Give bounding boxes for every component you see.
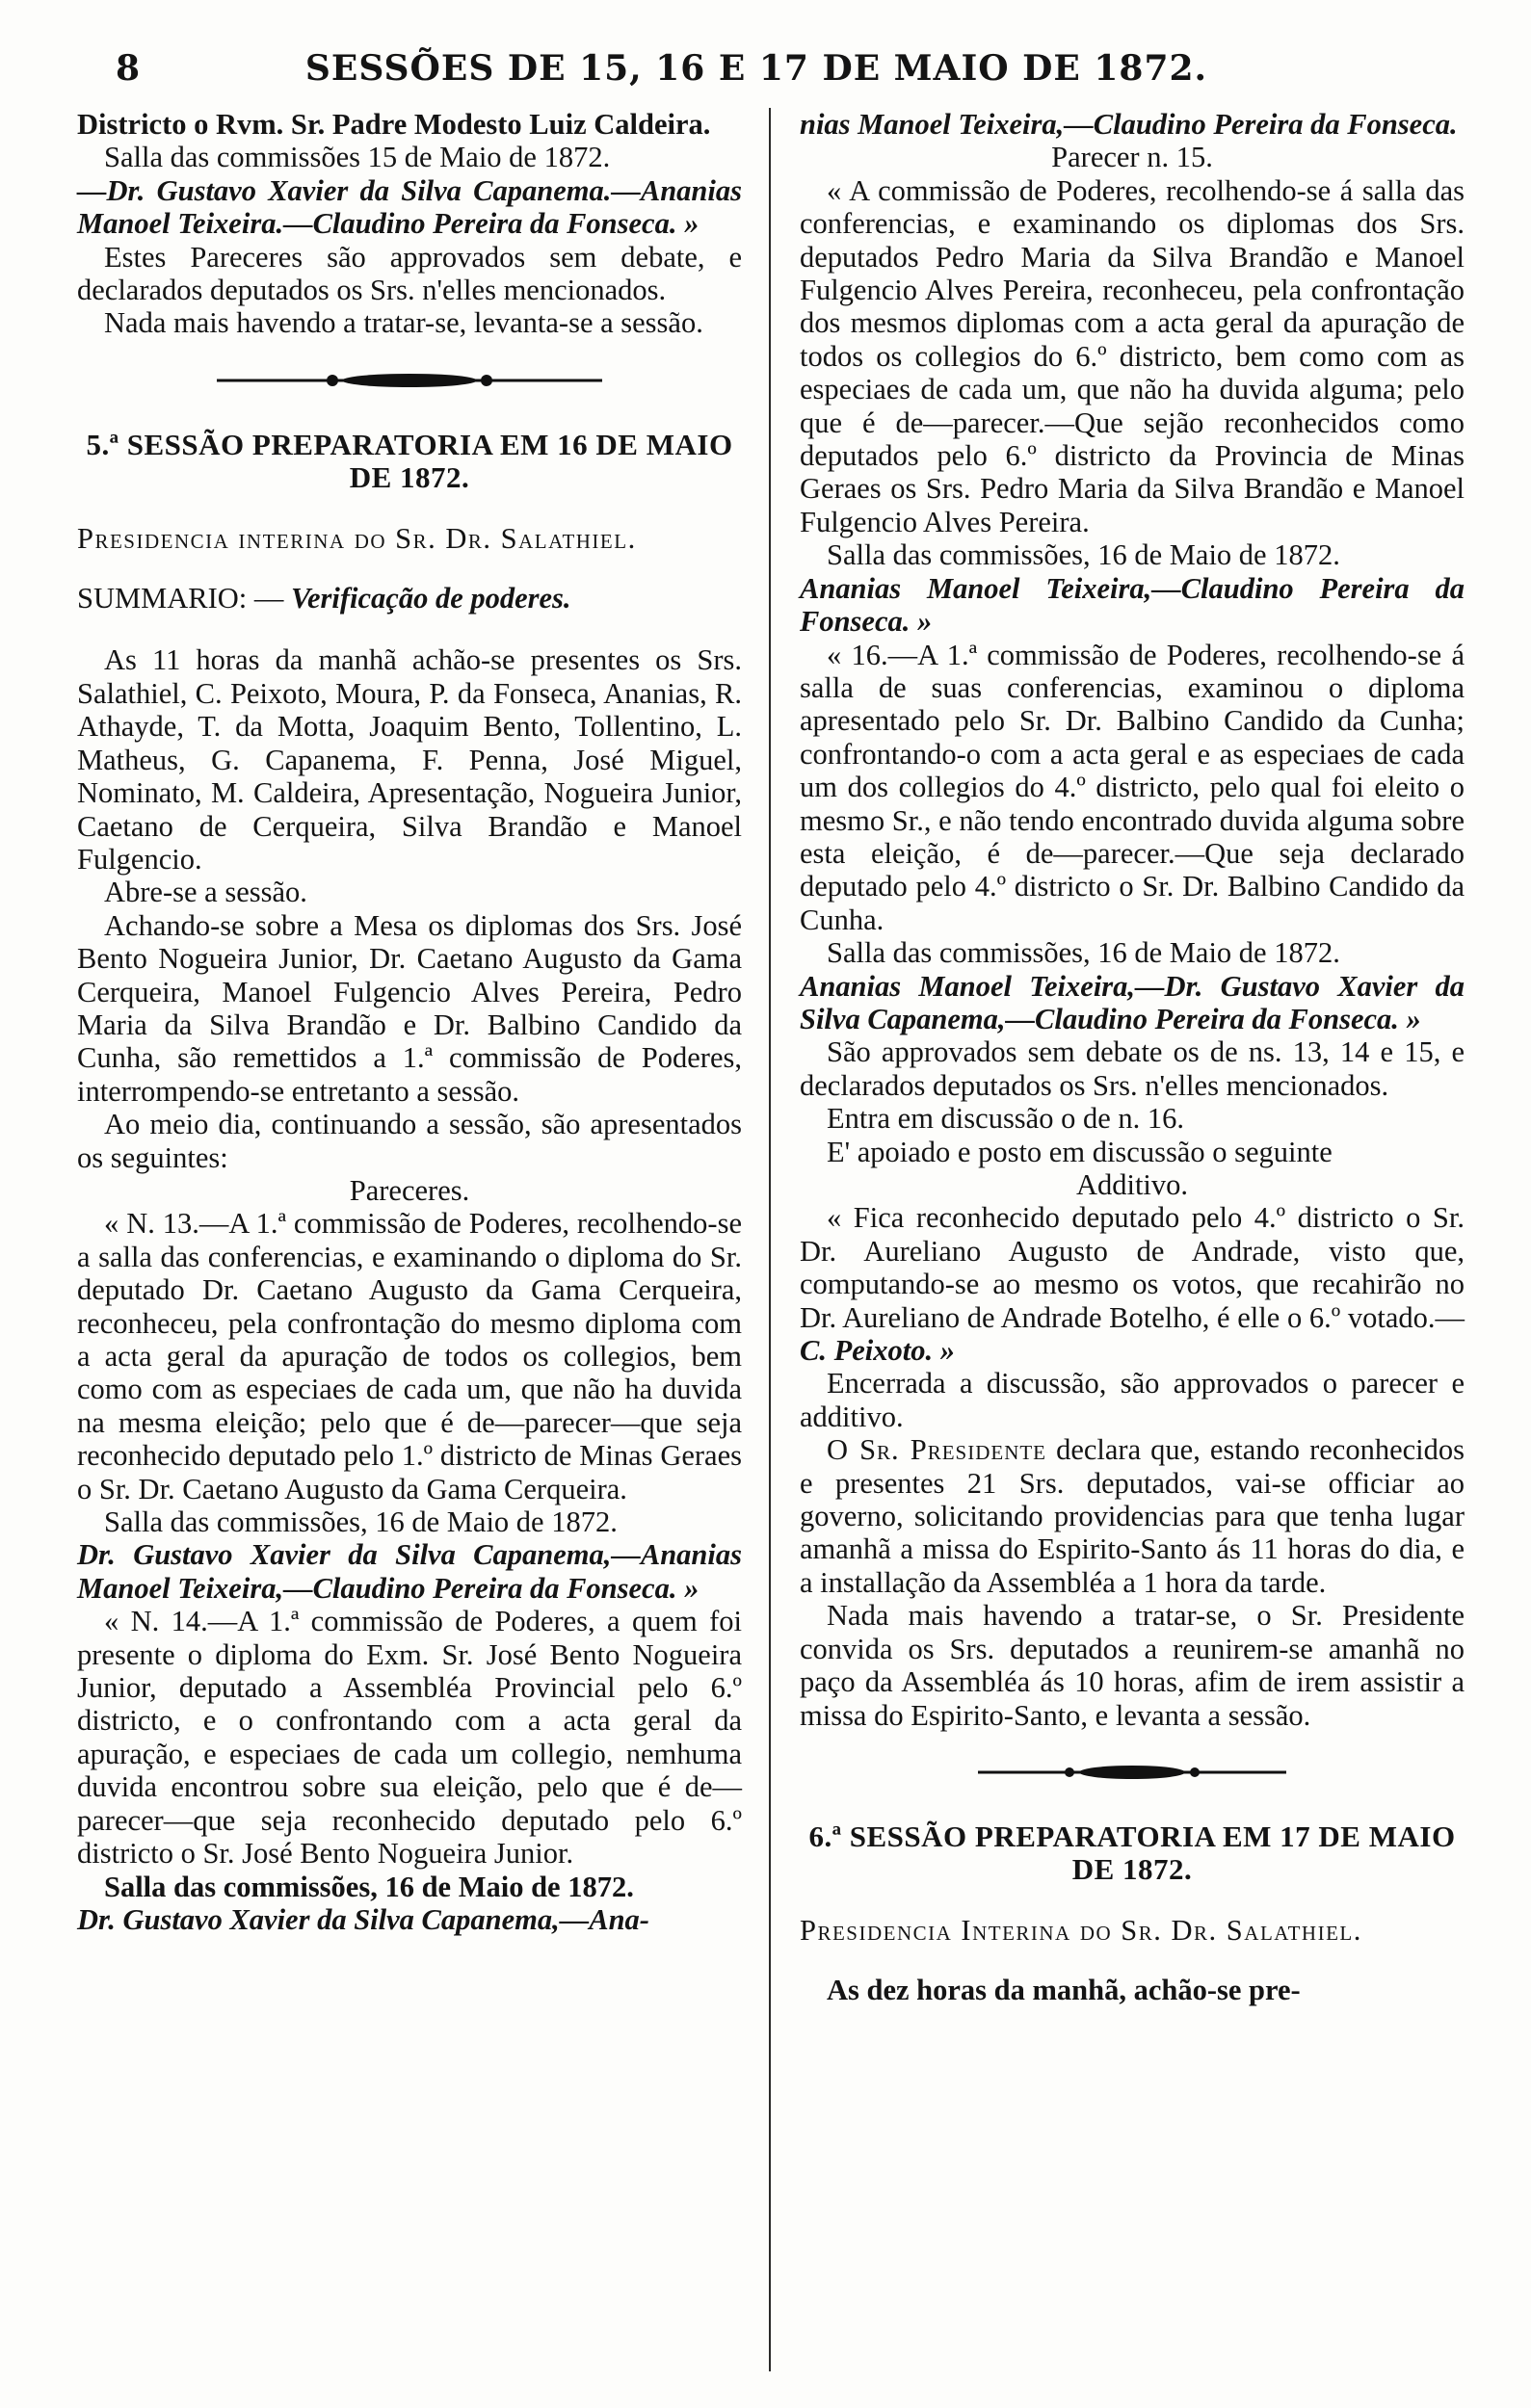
signatures: —Dr. Gustavo Xavier da Silva Capanema.—Ananias Manoel Teixeira.—Claudino Pereira da Fonseca. » xyxy=(77,173,742,241)
paragraph: « N. 14.—A 1.ª commissão de Poderes, a quem foi presente o diploma do Exm. Sr. José Bento Nogueira Junior, deputado a Assembléa Provincial pelo 6.º districto, e o confrontando com a acta geral da apuração, e especiaes de cada um collegio, nemhuma duvida encontrou sobre sua eleição, pelo que é de—parecer—que seja reconhecido deputado pelo 6.º districto o Sr. José Bento Nogueira Junior. xyxy=(77,1605,742,1871)
section-title: 6.ª SESSÃO PREPARATORIA EM 17 DE MAIO DE 1872. xyxy=(808,1819,1456,1887)
paragraph: As 11 horas da manhã achão-se presentes os Srs. Salathiel, C. Peixoto, Moura, P. da Fonseca, Ananias, R. Athayde, T. da Motta, Joaquim Bento, Tollentino, L. Matheus, G. Capanema, F. Penna, José Miguel, Nominato, M. Caldeira, Apresentação, Nogueira Junior, Caetano de Cerqueira, Silva Brandão e Manoel Fulgencio. xyxy=(77,643,742,876)
summary xyxy=(77,582,742,615)
paragraph: Nada mais havendo a tratar-se, o Sr. Presidente convida os Srs. deputados a reunirem-se amanhã no paço da Assembléa ás 10 horas, afim de irem assistir a missa do Espirito-Santo, e levanta a sessão. xyxy=(800,1599,1465,1732)
section-ornament xyxy=(800,1745,1465,1799)
paragraph: As dez horas da manhã, achão-se pre- xyxy=(827,1974,1301,2007)
paragraph: E' apoiado e posto em discussão o seguinte xyxy=(827,1135,1333,1168)
page-header xyxy=(67,42,1445,100)
section-ornament xyxy=(77,353,742,407)
paragraph: Achando-se sobre a Mesa os diplomas dos Srs. José Bento Nogueira Junior, Dr. Caetano Augusto da Gama Cerqueira, Manoel Fulgencio Alves Pereira, Pedro Maria da Silva Brandão e Dr. Balbino Candido da Cunha, são remettidos a 1.ª commissão de Poderes, interrompendo-se entretanto a sessão. xyxy=(77,908,742,1108)
paragraph: Abre-se a sessão. xyxy=(104,876,307,909)
paragraph: São approvados sem debate os de ns. 13, 14 e 15, e declarados deputados os Srs. n'elles mencionados. xyxy=(800,1035,1465,1102)
presidency-line: Presidencia interina do Sr. Dr. Salathiel. xyxy=(77,521,637,555)
additive-signature: C. Peixoto. » xyxy=(800,1334,955,1368)
ornament-rule-icon xyxy=(207,366,612,395)
president-text: declara que, estando reconhecidos e presentes 21 Srs. deputados, vai-se officiar ao governo, solicitando providencias para que tenha lugar amanhã a missa do Espirito-Santo ás 11 horas do dia, e a installação da Assembléa a 1 hora da tarde. xyxy=(800,1433,1465,1599)
summary-label: SUMMARIO: — xyxy=(77,582,284,615)
ornament-rule-icon xyxy=(968,1758,1296,1787)
signature-date: Salla das commissões, 16 de Maio de 1872. xyxy=(104,1870,634,1903)
page-number: 8 xyxy=(116,48,142,89)
paragraph: « A commissão de Poderes, recolhendo-se á salla das conferencias, e examinando os diplomas dos Srs. deputados Pedro Maria da Silva Brandão e Manoel Fulgencio Alves Pereira, reconheceu, pela confrontação dos mesmos diplomas com a acta geral da apuração de todos os collegios do 6.º districto, bem como com as especiaes de cada um, que não ha duvida alguma; pelo que é de—parecer.—Que sejão reconhecidos como deputados pelo 6.º districto da Provincia de Minas Geraes os Srs. Pedro Maria da Silva Brandão e Manoel Fulgencio Alves Pereira. xyxy=(800,173,1465,538)
paragraph xyxy=(800,1433,1465,1599)
page-title: SESSÕES DE 15, 16 E 17 DE MAIO DE 1872. xyxy=(304,48,1208,89)
paragraph: Nada mais havendo a tratar-se, levanta-se a sessão. xyxy=(104,306,703,340)
signatures: Dr. Gustavo Xavier da Silva Capanema,—Ana- xyxy=(77,1902,649,1936)
paragraph: Encerrada a discussão, são approvados o parecer e additivo. xyxy=(800,1367,1465,1433)
column-divider xyxy=(769,108,771,2371)
paragraph: Entra em discussão o de n. 16. xyxy=(827,1102,1185,1136)
paragraph xyxy=(800,1201,1465,1367)
signatures: Ananias Manoel Teixeira,—Dr. Gustavo Xavier da Silva Capanema,—Claudino Pereira da Fonseca. » xyxy=(800,969,1465,1035)
subheading: Pareceres. xyxy=(349,1173,470,1207)
right-column xyxy=(800,108,1465,2007)
president-label: O Sr. Presidente xyxy=(827,1433,1047,1467)
signatures: Ananias Manoel Teixeira,—Claudino Pereira da Fonseca. » xyxy=(800,571,1465,639)
left-column xyxy=(77,108,742,1936)
signature-date: Salla das commissões, 16 de Maio de 1872. xyxy=(827,538,1340,572)
section-title: 5.ª SESSÃO PREPARATORIA EM 16 DE MAIO DE 1872. xyxy=(86,427,733,495)
paragraph: « 16.—A 1.ª commissão de Poderes, recolhendo-se á salla de suas conferencias, examinou o diploma apresentado pelo Sr. Dr. Balbino Candido da Cunha; confrontando-o com a acta geral e as especiaes de cada um dos collegios do 4.º districto, pelo qual foi eleito o mesmo Sr., e não tendo encontrado duvida alguma sobre esta eleição, é de—parecer.—Que seja declarado deputado pelo 4.º districto o Sr. Dr. Balbino Candido da Cunha. xyxy=(800,638,1465,936)
paragraph: Districto o Rvm. Sr. Padre Modesto Luiz Caldeira. xyxy=(77,108,711,141)
summary-text: Verificação de poderes. xyxy=(291,582,571,615)
paragraph: Ao meio dia, continuando a sessão, são apresentados os seguintes: xyxy=(77,1108,742,1174)
signatures: nias Manoel Teixeira,—Claudino Pereira da Fonseca. xyxy=(800,108,1458,141)
paragraph: « N. 13.—A 1.ª commissão de Poderes, recolhendo-se a salla das conferencias, e examinando o diploma do Sr. deputado Dr. Caetano Augusto da Gama Cerqueira, reconheceu, pela confrontação do mesmo diploma com a acta geral da apuração de todos os collegios, bem como com as especiaes de cada um, que não ha duvida na mesma eleição; pelo que é de—parecer—que seja reconhecido deputado pelo 1.º districto de Minas Geraes o Sr. Dr. Caetano Augusto da Gama Cerqueira. xyxy=(77,1207,742,1505)
additive-text: « Fica reconhecido deputado pelo 4.º districto o Sr. Dr. Aureliano Augusto de Andrade, visto que, computando-se ao mesmo os votos, que recahirão no Dr. Aureliano de Andrade Botelho, é elle o 6.º votado.— xyxy=(800,1201,1465,1334)
subheading: Additivo. xyxy=(1075,1168,1189,1201)
signature-date: Salla das commissões, 16 de Maio de 1872. xyxy=(104,1505,618,1539)
signature-date: Salla das commissões 15 de Maio de 1872. xyxy=(104,141,611,174)
presidency-line: Presidencia Interina do Sr. Dr. Salathiel. xyxy=(800,1913,1362,1947)
signature-date: Salla das commissões, 16 de Maio de 1872. xyxy=(827,936,1340,970)
paragraph: Estes Pareceres são approvados sem debate, e declarados deputados os Srs. n'elles mencionados. xyxy=(77,240,742,307)
signatures: Dr. Gustavo Xavier da Silva Capanema,—Ananias Manoel Teixeira,—Claudino Pereira da Fonseca. » xyxy=(77,1538,742,1605)
subheading: Parecer n. 15. xyxy=(1051,141,1213,174)
